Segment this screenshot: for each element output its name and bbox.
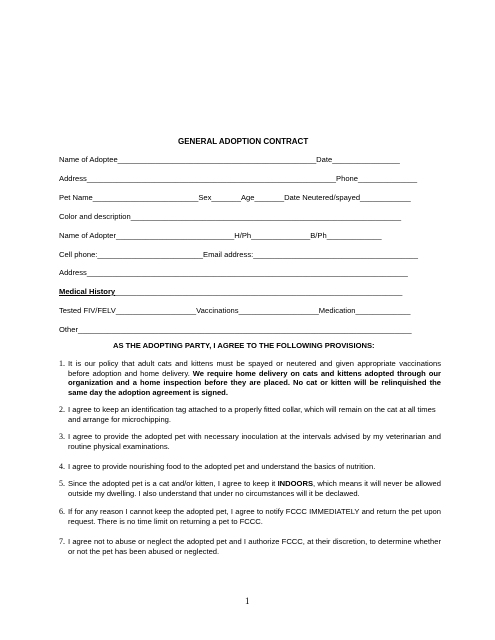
provision-number: 7. bbox=[59, 537, 65, 546]
cell-email-field[interactable]: Cell phone:_________________________Email address:_______________________________________ bbox=[59, 250, 418, 259]
provision-text: I agree not to abuse or neglect the adopted pet and I authorize FCCC, at their discretion, to determine whether or not the pet has been abused or neglected. bbox=[68, 537, 441, 556]
provision-item bbox=[59, 507, 441, 526]
contract-title: GENERAL ADOPTION CONTRACT bbox=[178, 137, 309, 146]
address-field-2[interactable]: Address____________________________________________________________________________ bbox=[59, 268, 408, 277]
provision-item bbox=[59, 479, 441, 498]
provision-number: 4. bbox=[59, 462, 65, 471]
provision-text: If for any reason I cannot keep the adopted pet, I agree to notify FCCC IMMEDIATELY and return the pet upon request. There is no time limit on returning a pet to FCCC. bbox=[68, 507, 441, 526]
provision-text: I agree to provide the adopted pet with necessary inoculation at the intervals advised by my veterinarian and routine physical examinations. bbox=[68, 432, 441, 451]
adopter-phones-field[interactable]: Name of Adopter____________________________H/Ph______________B/Ph_____________ bbox=[59, 231, 382, 240]
provision-item bbox=[59, 432, 441, 451]
provisions-heading: AS THE ADOPTING PARTY, I AGREE TO THE FOLLOWING PROVISIONS: bbox=[113, 341, 375, 350]
provision-item bbox=[59, 359, 441, 397]
other-field[interactable]: Other_______________________________________________________________________________ bbox=[59, 325, 412, 334]
medical-history-rule: ____________________________________________________________________ bbox=[115, 287, 403, 296]
provision-item bbox=[59, 537, 441, 556]
provision-text: It is our policy that adult cats and kittens must be spayed or neutered and given appropriate vaccinations before adoption and home delivery. We require home delivery on cats and kittens adopted through our organization and a home inspection before they are placed. No cat or kitten will be relinquished the same day the adoption agreement is signed. bbox=[68, 359, 441, 397]
pet-info-field[interactable]: Pet Name_________________________Sex_______Age_______Date Neutered/spayed____________ bbox=[59, 193, 411, 202]
provision-item bbox=[59, 405, 441, 424]
provision-item bbox=[59, 462, 441, 472]
provision-number: 2. bbox=[59, 405, 65, 414]
adoptee-date-field[interactable]: Name of Adoptee_______________________________________________Date________________ bbox=[59, 155, 400, 164]
page-number: 1 bbox=[245, 596, 250, 606]
color-description-field[interactable]: Color and description________________________________________________________________ bbox=[59, 212, 402, 221]
tested-vaccinations-medication-field[interactable]: Tested FIV/FELV___________________Vaccinations___________________Medication_____________ bbox=[59, 306, 411, 315]
provision-number: 6. bbox=[59, 507, 65, 516]
provision-text: Since the adopted pet is a cat and/or kitten, I agree to keep it INDOORS, which means it will never be allowed outside my dwelling. I also understand that under no circumstances will it be declawed. bbox=[68, 479, 441, 498]
provision-number: 3. bbox=[59, 432, 65, 441]
address-phone-field[interactable]: Address___________________________________________________________Phone______________ bbox=[59, 174, 418, 183]
provision-number: 1. bbox=[59, 359, 65, 368]
medical-history-label: Medical History bbox=[59, 287, 116, 296]
medical-history-field[interactable] bbox=[59, 287, 402, 297]
provision-text: I agree to provide nourishing food to the adopted pet and understand the basics of nutrition. bbox=[68, 462, 376, 471]
provision-number: 5. bbox=[59, 479, 65, 488]
provision-text: I agree to keep an identification tag attached to a properly fitted collar, which will remain on the cat at all times and arrange for microchipping. bbox=[68, 405, 436, 424]
